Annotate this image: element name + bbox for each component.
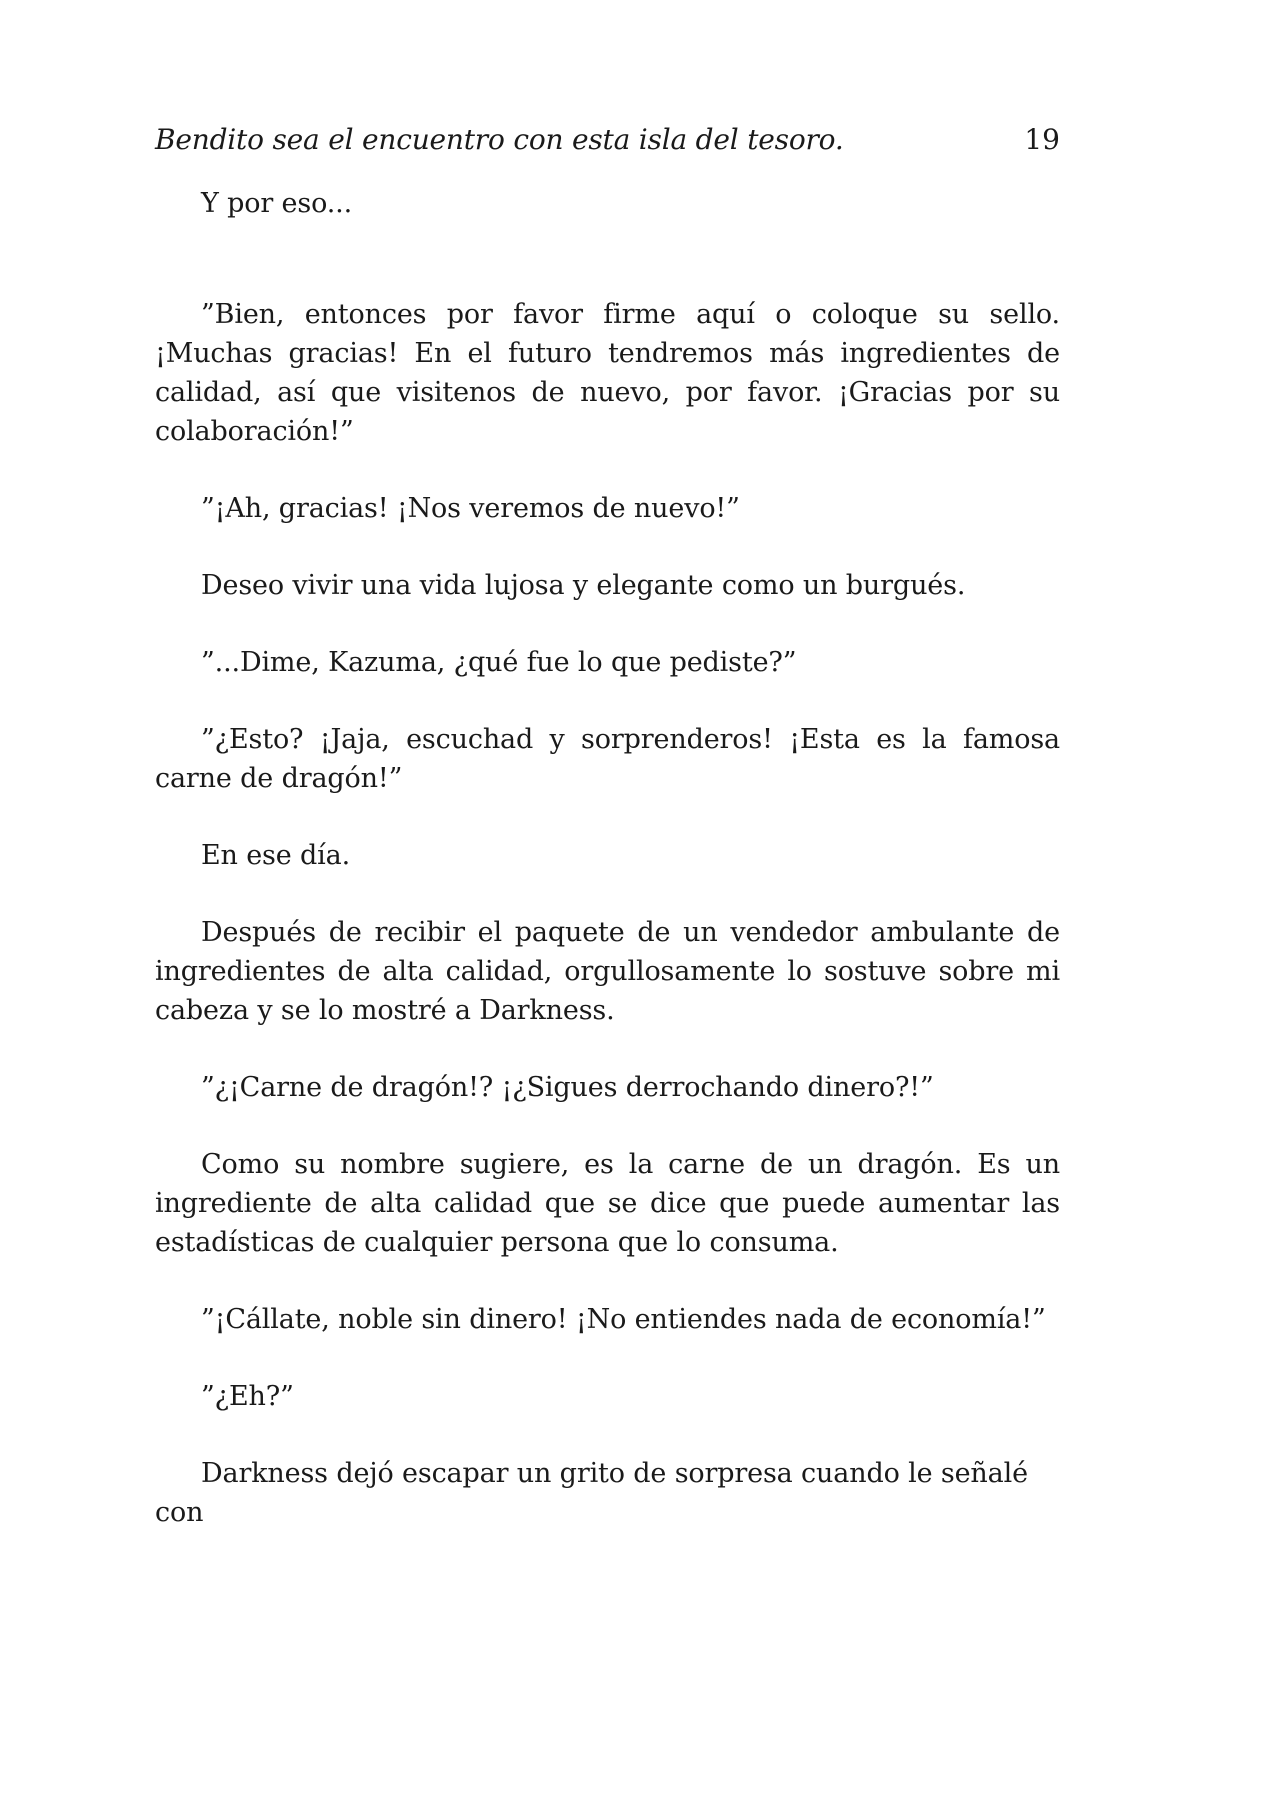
paragraph: Como su nombre sugiere, es la carne de un dragón. Es un ingrediente de alta calidad que se dice que puede aumentar las estadísticas de cualquier persona que lo consuma. <box>155 1149 1060 1258</box>
running-header <box>155 120 1060 160</box>
chapter-title: Bendito sea el encuentro con esta isla del tesoro. <box>155 123 844 156</box>
paragraph: Después de recibir el paquete de un vendedor ambulante de ingredientes de alta calidad, orgullosamente lo sostuve sobre mi cabeza y se lo mostré a Darkness. <box>155 917 1060 1026</box>
paragraph: Deseo vivir una vida lujosa y elegante como un burgués. <box>201 570 966 601</box>
paragraph: ”¡Cállate, noble sin dinero! ¡No entiendes nada de economía!” <box>201 1304 1046 1335</box>
paragraph: ”¡Ah, gracias! ¡Nos veremos de nuevo!” <box>201 493 740 524</box>
paragraph: ”¿Eh?” <box>201 1381 294 1412</box>
paragraph: En ese día. <box>201 840 351 871</box>
paragraph: ”Bien, entonces por favor firme aquí o coloque su sello. ¡Muchas gracias! En el futuro tendremos más ingredientes de calidad, así que visitenos de nuevo, por favor. ¡Gracias por su colaboración!” <box>155 299 1060 447</box>
paragraph: ”¿¡Carne de dragón!? ¡¿Sigues derrochando dinero?!” <box>201 1072 934 1103</box>
paragraph: ”¿Esto? ¡Jaja, escuchad y sorprenderos! ¡Esta es la famosa carne de dragón!” <box>155 724 1060 794</box>
book-page <box>155 120 1060 1570</box>
body-text <box>155 184 1060 1532</box>
page-number: 19 <box>1024 123 1060 156</box>
paragraph: Y por eso... <box>201 188 352 219</box>
paragraph: ”...Dime, Kazuma, ¿qué fue lo que pediste?” <box>201 647 797 678</box>
paragraph: Darkness dejó escapar un grito de sorpresa cuando le señalé con <box>155 1458 1028 1528</box>
